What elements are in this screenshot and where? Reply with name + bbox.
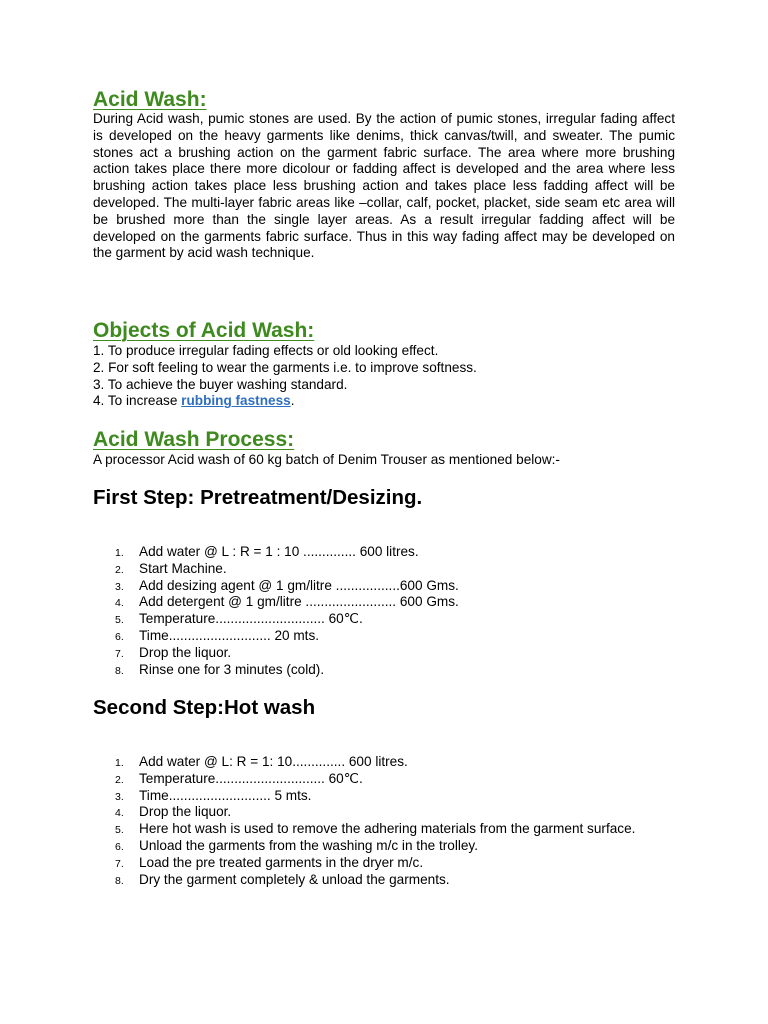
second-step-item-text: Temperature............................. 60℃. — [139, 770, 363, 786]
second-step-item-1 — [93, 754, 675, 771]
second-step-item-text: Load the pre treated garments in the dryer m/c. — [139, 854, 424, 870]
second-step-item-6 — [93, 838, 675, 855]
first-step-item-1 — [93, 544, 675, 561]
first-step-item-number: 2. — [115, 563, 124, 576]
first-step-item-number: 3. — [115, 580, 124, 593]
second-step-item-7 — [93, 855, 675, 872]
first-step-list — [93, 544, 675, 678]
process-heading: Acid Wash Process: — [93, 428, 295, 451]
first-step-item-8 — [93, 662, 675, 679]
first-step-item-number: 5. — [115, 614, 124, 627]
second-step-item-number: 3. — [115, 790, 124, 803]
acid-wash-heading: Acid Wash: — [93, 88, 207, 111]
second-step-item-5 — [93, 821, 675, 838]
second-step-item-text: Drop the liquor. — [139, 804, 232, 820]
first-step-item-number: 8. — [115, 664, 124, 677]
objects-list — [93, 343, 675, 410]
first-step-item-number: 6. — [115, 630, 124, 643]
second-step-item-text: Add water @ L: R = 1: 10.............. 600 litres. — [139, 754, 408, 769]
acid-wash-paragraph: During Acid wash, pumic stones are used. By the action of pumic stones, irregular fading affect is developed on the heavy garments like denims, thick canvas/twill, and sweater. The pumic stones act a brushing action on the garment fabric surface. The area where more brushing action takes place there more dicolour or fadding affect is developed and the area where less brushing action takes place less brushing action and takes place less fadding affect will be developed. The multi-layer fabric areas like –collar, calf, pocket, placket, side seam etc area will be brushed more than the single layer areas. As a result irregular fadding affect will be developed on the garments fabric surface. Thus in this way fading affect may be developed on the garment by acid wash technique. — [93, 111, 675, 261]
first-step-item-text: Rinse one for 3 minutes (cold). — [139, 661, 325, 677]
objects-item-2: 2. For soft feeling to wear the garments i.e. to improve softness. — [93, 359, 477, 375]
first-step-item-number: 7. — [115, 647, 124, 660]
first-step-item-3 — [93, 578, 675, 595]
first-step-item-number: 1. — [115, 547, 124, 559]
second-step-list — [93, 754, 675, 888]
objects-item-4-prefix: 4. To increase — [93, 393, 182, 409]
objects-item-1: 1. To produce irregular fading effects or old looking effect. — [93, 343, 439, 358]
second-step-item-number: 7. — [115, 857, 124, 870]
rubbing-fastness-link[interactable]: rubbing fastness — [181, 393, 291, 409]
first-step-item-text: Start Machine. — [139, 560, 227, 576]
first-step-item-7 — [93, 645, 675, 662]
first-step-item-text: Drop the liquor. — [139, 644, 232, 660]
objects-heading: Objects of Acid Wash: — [93, 319, 315, 342]
second-step-item-number: 4. — [115, 807, 124, 820]
objects-item-3: 3. To achieve the buyer washing standard. — [93, 376, 348, 392]
second-step-item-number: 2. — [115, 773, 124, 786]
second-step-item-number: 1. — [115, 757, 124, 769]
first-step-item-5 — [93, 611, 675, 628]
first-step-heading: First Step: Pretreatment/Desizing. — [93, 486, 423, 509]
second-step-item-text: Here hot wash is used to remove the adhering materials from the garment surface. — [139, 821, 636, 837]
first-step-item-text: Add water @ L : R = 1 : 10 .............. 600 litres. — [139, 544, 419, 559]
second-step-heading: Second Step:Hot wash — [93, 696, 316, 719]
first-step-item-text: Add detergent @ 1 gm/litre ........................ 600 Gms. — [139, 594, 459, 610]
second-step-item-number: 6. — [115, 840, 124, 853]
second-step-item-number: 5. — [115, 824, 124, 837]
first-step-item-text: Temperature............................. 60℃. — [139, 611, 363, 627]
second-step-item-text: Dry the garment completely & unload the garments. — [139, 871, 450, 887]
process-intro: A processor Acid wash of 60 kg batch of Denim Trouser as mentioned below:- — [93, 452, 560, 467]
first-step-item-2 — [93, 561, 675, 578]
second-step-item-3 — [93, 788, 675, 805]
objects-item-4 — [93, 393, 675, 410]
second-step-item-text: Unload the garments from the washing m/c in the trolley. — [139, 837, 478, 853]
second-step-item-2 — [93, 771, 675, 788]
first-step-item-text: Time........................... 20 mts. — [139, 627, 320, 643]
first-step-item-4 — [93, 594, 675, 611]
objects-item-4-suffix: . — [290, 393, 295, 409]
second-step-item-text: Time........................... 5 mts. — [139, 787, 312, 803]
first-step-item-text: Add desizing agent @ 1 gm/litre .................600 Gms. — [139, 577, 459, 593]
second-step-item-4 — [93, 804, 675, 821]
first-step-item-6 — [93, 628, 675, 645]
first-step-item-number: 4. — [115, 597, 124, 610]
second-step-item-8 — [93, 872, 675, 889]
second-step-item-number: 8. — [115, 874, 124, 887]
